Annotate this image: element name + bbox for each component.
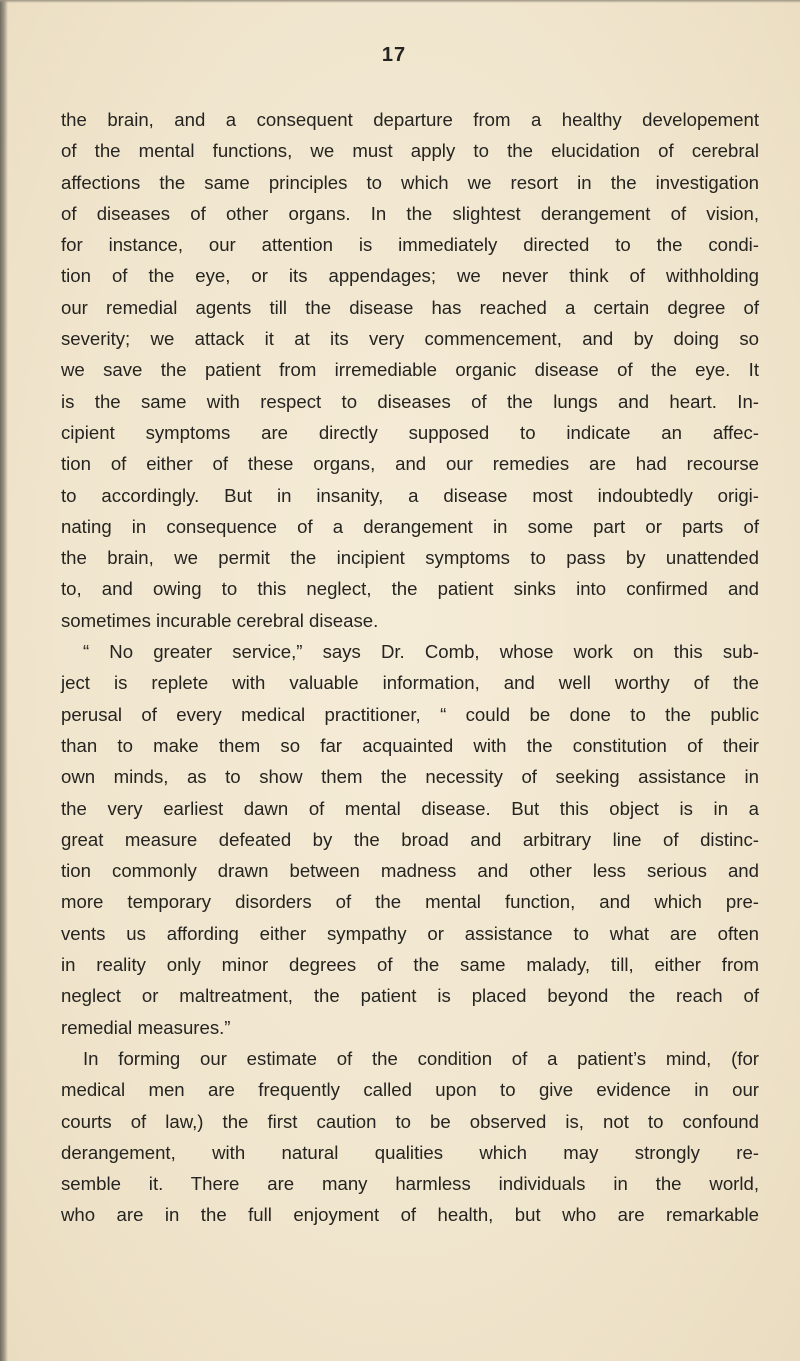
- text-line: tion of the eye, or its appendages; we never think of withholding: [61, 265, 759, 287]
- text-line: remedial measures.”: [61, 1016, 231, 1038]
- text-line: than to make them so far acquainted with the constitution of their: [61, 734, 759, 756]
- text-line: courts of law,) the first caution to be observed is, not to confound: [61, 1110, 759, 1132]
- text-line: for instance, our attention is immediately directed to the condi-: [61, 234, 759, 256]
- text-line: derangement, with natural qualities which may strongly re-: [61, 1141, 759, 1163]
- text-line: sometimes incurable cerebral disease.: [61, 609, 379, 631]
- text-line: vents us affording either sympathy or assistance to what are often: [61, 922, 759, 944]
- text-line: the brain, we permit the incipient symptoms to pass by unattended: [61, 547, 759, 569]
- page-number: 17: [381, 44, 407, 66]
- text-line: to accordingly. But in insanity, a disease most indoubtedly origi-: [61, 484, 759, 506]
- body-text: [61, 104, 759, 1231]
- text-line: affections the same principles to which we resort in the investigation: [61, 171, 759, 193]
- text-line: more temporary disorders of the mental function, and which pre-: [61, 891, 759, 913]
- text-line: In forming our estimate of the condition of a patient’s mind, (for: [83, 1047, 759, 1069]
- text-line: of diseases of other organs. In the slightest derangement of vision,: [61, 202, 759, 224]
- page-binding-edge: [0, 0, 8, 1361]
- text-line: our remedial agents till the disease has reached a certain degree of: [61, 296, 759, 318]
- text-line: tion commonly drawn between madness and other less serious and: [61, 860, 759, 882]
- text-line: in reality only minor degrees of the same malady, till, either from: [61, 954, 759, 976]
- text-line: is the same with respect to diseases of the lungs and heart. In-: [61, 390, 759, 412]
- text-line: of the mental functions, we must apply to the elucidation of cerebral: [61, 140, 759, 162]
- text-line: tion of either of these organs, and our remedies are had recourse: [61, 453, 759, 475]
- text-line: who are in the full enjoyment of health, but who are remarkable: [61, 1204, 759, 1226]
- text-line: “ No greater service,” says Dr. Comb, whose work on this sub-: [83, 641, 759, 663]
- text-line: to, and owing to this neglect, the patient sinks into confirmed and: [61, 578, 759, 600]
- text-line: nating in consequence of a derangement in some part or parts of: [61, 515, 759, 537]
- text-line: severity; we attack it at its very commencement, and by doing so: [61, 328, 759, 350]
- text-line: cipient symptoms are directly supposed to indicate an affec-: [61, 421, 759, 443]
- text-line: the brain, and a consequent departure from a healthy developement: [61, 109, 759, 130]
- text-line: great measure defeated by the broad and arbitrary line of distinc-: [61, 828, 759, 850]
- text-line: ject is replete with valuable information, and well worthy of the: [61, 672, 759, 694]
- text-line: own minds, as to show them the necessity of seeking assistance in: [61, 766, 759, 788]
- text-line: the very earliest dawn of mental disease. But this object is in a: [61, 797, 759, 819]
- text-line: semble it. There are many harmless individuals in the world,: [61, 1173, 759, 1195]
- page-top-edge: [0, 0, 800, 3]
- text-line: perusal of every medical practitioner, “ could be done to the public: [61, 703, 759, 725]
- text-line: medical men are frequently called upon to give evidence in our: [61, 1079, 759, 1101]
- text-line: neglect or maltreatment, the patient is placed beyond the reach of: [61, 985, 759, 1007]
- text-line: we save the patient from irremediable organic disease of the eye. It: [61, 359, 759, 381]
